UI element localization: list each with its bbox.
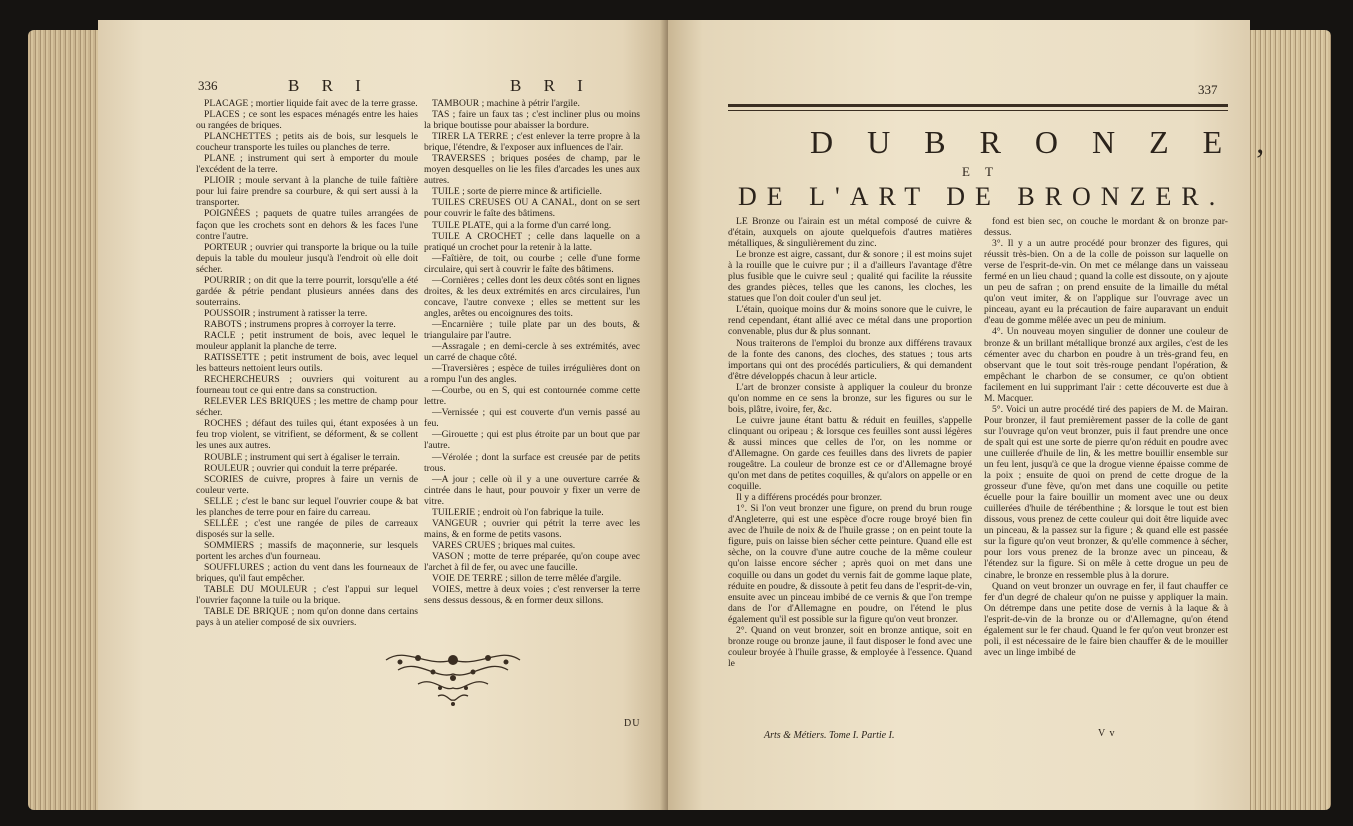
glossary-entry: SOUFFLURES ; action du vent dans les fourneaux de briques, qu'il faut empêcher. <box>196 561 418 585</box>
article-subtitle: DE L'ART DE BRONZER. <box>738 182 1226 211</box>
glossary-entry: TIRER LA TERRE ; c'est enlever la terre propre à la brique, l'étendre, & l'exposer aux influences de l'air. <box>424 131 640 154</box>
glossary-entry: PLANE ; instrument qui sert à emporter du moule l'excédent de la terre. <box>196 153 418 176</box>
glossary-column-2 <box>424 98 640 606</box>
glossary-entry: SCORIES de cuivre, propres à faire un vernis de couleur verte. <box>196 473 418 496</box>
glossary-entry: ROCHES ; défaut des tuiles qui, étant exposées à un feu trop violent, se vitrifient, se déforment, & se collent les unes aux autres. <box>196 418 418 452</box>
glossary-entry: PLANCHETTES ; petits ais de bois, sur lesquels le coucheur transporte les tuiles ou planches de terre. <box>196 131 418 154</box>
footer-volume: Arts & Métiers. Tome I. Partie I. <box>764 730 895 741</box>
article-paragraph: 1°. Si l'on veut bronzer une figure, on prend du brun rouge d'Angleterre, qui est une espèce d'ocre rouge broyé bien fin avec de l'huile de noix & de l'huile grasse ; on en peint toute la figure, puis on laisse bien sécher cette peinture. Quand elle est sèche, on la couvre d'une autre couche de la même couleur qu'on laisse encore sécher ; après quoi on met dans une coquille ou dans un godet du vernis fait de gomme laque plate, réduite en poudre, & dissoute à petit feu dans de l'esprit-de-vin, ensuite avec un pinceau imbibé de ce vernis & que l'on trempe dans de l'or d'Allemagne en poudre, on l'étend le plus également qu'il est possible sur la figure qu'on veut bronzer. <box>728 503 972 625</box>
glossary-entry: —Faîtière, de toit, ou courbe ; celle d'une forme circulaire, qui sert à couvrir le faîte des bâtimens. <box>424 252 640 275</box>
left-page <box>98 20 668 810</box>
glossary-entry: RACLE ; petit instrument de bois, avec lequel le mouleur applanit la planche de terre. <box>196 329 418 353</box>
article-paragraph: 4°. Un nouveau moyen singulier de donner une couleur de bronze & un brillant métallique bronzé aux argiles, c'est de les cémenter avec du charbon en poudre à un très-grand feu, en observant que le tout soit très-rouge pendant l'opération, & empêchant le charbon de se consumer, ce qu'on obtient facilement en lui supprimant l'air : cette découverte est due à M. Macquer. <box>984 326 1228 404</box>
catchword: DU <box>624 718 641 729</box>
article-paragraph: 2°. Quand on veut bronzer, soit en bronze antique, soit en bronze rouge ou bronze jaune, il faut disposer le fond avec une couleur broyée à l'huile grasse, & employée à l'essence. Quand le <box>728 624 972 669</box>
glossary-entry: SELLÉE ; c'est une rangée de piles de carreaux disposés sur la selle. <box>196 517 418 540</box>
glossary-column-1 <box>196 98 418 628</box>
running-head: B R I <box>288 76 370 95</box>
glossary-entry: —Vérolée ; dont la surface est creusée par de petits trous. <box>424 451 640 474</box>
glossary-entry: —Vernissée ; qui est couverte d'un vernis passé au feu. <box>424 407 640 430</box>
glossary-entry: RECHERCHEURS ; ouvriers qui voiturent au fourneau tout ce qui entre dans sa construction. <box>196 374 418 397</box>
glossary-entry: TUILERIE ; endroit où l'on fabrique la tuile. <box>432 506 604 518</box>
article-paragraph: fond est bien sec, on couche le mordant & on bronze par-dessus. <box>984 216 1228 239</box>
glossary-entry: VOIE DE TERRE ; sillon de terre mêlée d'argile. <box>432 573 622 585</box>
heading-rule-thin <box>728 110 1228 111</box>
glossary-entry: VOIES, mettre à deux voies ; c'est renverser la terre sens dessus dessous, & en former deux sillons. <box>424 584 640 607</box>
article-title: D U B R O N Z E , <box>810 124 1278 160</box>
glossary-entry: —Assragale ; en demi-cercle à ses extrémités, avec un carré de chaque côté. <box>424 341 640 364</box>
article-column-1 <box>728 216 972 669</box>
glossary-entry: TUILE A CROCHET ; celle dans laquelle on a pratiqué un crochet pour la retenir à la latte. <box>424 230 640 253</box>
article-paragraph: L'art de bronzer consiste à appliquer la couleur du bronze qu'on nomme en ce sens la bronze, sur les figures ou sur le bois, plâtre, ivoire, fer, &c. <box>728 381 972 415</box>
glossary-entry: TUILE ; sorte de pierre mince & artificielle. <box>432 186 602 198</box>
glossary-entry: POIGNÉES ; paquets de quatre tuiles arrangées de façon que les crochets sont en dehors & les faces l'une contre l'autre. <box>196 208 418 242</box>
glossary-entry: —A jour ; celle où il y a une ouverture carrée & cintrée dans le haut, pour pouvoir y fixer un verre de vitre. <box>424 473 640 507</box>
glossary-entry: VANGEUR ; ouvrier qui pétrit la terre avec les mains, & en forme de petits vasons. <box>424 517 640 540</box>
article-title-connector: E T <box>962 164 999 179</box>
glossary-entry: SOMMIERS ; massifs de maçonnerie, sur lesquels portent les arches d'un fourneau. <box>196 539 418 562</box>
page-number: 336 <box>198 78 218 93</box>
glossary-entry: TAMBOUR ; machine à pétrir l'argile. <box>432 98 580 109</box>
glossary-entry: PLIOIR ; moule servant à la planche de tuile faîtière pour lui faire prendre sa courbure, & qui sert aussi à la transporter. <box>196 175 418 209</box>
open-book <box>28 12 1331 818</box>
article-paragraph: LE Bronze ou l'airain est un métal composé de cuivre & d'étain, auxquels on ajoute quelquefois d'autres matières métalliques, & singulièrement du zinc. <box>728 216 972 250</box>
glossary-entry: TRAVERSES ; briques posées de champ, par le moyen desquelles on lie les files d'arcades les unes aux autres. <box>424 153 640 187</box>
article-paragraph: Nous traiterons de l'emploi du bronze aux différens travaux de la fonte des canons, des cloches, des statues ; tous arts importans qui ont des procédés particuliers, & qui demandent d'être développés chacun à leur article. <box>728 337 972 382</box>
glossary-entry: —Cornières ; celles dont les deux côtés sont en lignes droites, & les deux extrémités en arcs circulaires, l'un concave, l'autre convexe ; elles se mettent sur les angles, arêtes ou encoignures des toits. <box>424 274 640 319</box>
glossary-entry: ROULEUR ; ouvrier qui conduit la terre préparée. <box>204 462 398 474</box>
article-column-2 <box>984 216 1228 658</box>
article-paragraph: L'étain, quoique moins dur & moins sonore que le cuivre, le rend cependant, étant allié avec ce métal dans une proportion convenable, plus dur & plus sonnant. <box>728 304 972 338</box>
glossary-entry: PLACES ; ce sont les espaces ménagés entre les haies ou rangées de briques. <box>196 109 418 132</box>
article-paragraph: Quand on veut bronzer un ouvrage en fer, il faut chauffer ce fer d'un degré de chaleur qu'on ne puisse y appliquer la main. On détrempe dans une petite dose de vernis à la laque & à l'esprit-de-vin de la bronze ou or d'Allemagne, qu'on étend également sur le fer chaud. Quand le fer qu'on veut bronzer est poli, il est nécessaire de le faire bien chauffer & de le mouiller avec un linge imbibé de <box>984 580 1228 658</box>
right-page <box>668 20 1278 810</box>
running-head: B R I <box>510 76 592 95</box>
glossary-entry: TUILES CREUSES OU A CANAL, dont on se sert pour couvrir le faîte des bâtimens. <box>424 197 640 220</box>
glossary-entry: RELEVER LES BRIQUES ; les mettre de champ pour sécher. <box>196 396 418 419</box>
glossary-entry: TABLE DE BRIQUE ; nom qu'on donne dans certains pays à un atelier composé de six ouvriers. <box>196 606 418 629</box>
article-paragraph: Il y a différens procédés pour bronzer. <box>736 492 883 504</box>
glossary-entry: SELLE ; c'est le banc sur lequel l'ouvrier coupe & bat les planches de terre pour en faire du carreau. <box>196 495 418 518</box>
article-paragraph: Le cuivre jaune étant battu & réduit en feuilles, s'appelle clinquant ou oripeau ; & lorsque ces feuilles sont aussi légères & aussi minces que celles de l'or, on les nomme or d'Allemagne. On garde ces feuilles dans des livrets de papier rougeâtre. La couleur de bronze est ce or d'Allemagne broyé qu'on met dans de petites coquilles, & qu'alors on appelle or en coquille. <box>728 414 972 493</box>
page-number: 337 <box>1198 82 1218 97</box>
glossary-entry: TAS ; faire un faux tas ; c'est incliner plus ou moins la brique boutisse pour abaisser la bordure. <box>424 109 640 132</box>
article-paragraph: 5°. Voici un autre procédé tiré des papiers de M. de Mairan. Pour bronzer, il faut premièrement passer de la colle de gant sur l'ouvrage qu'on veut bronzer, puis il faut prendre une once de spalt qui est une sorte de pierre qu'on réduit en poudre avec une cuillerée d'huile de lin, & les mettre bouillir ensemble sur un feu lent, jusqu'à ce que la drogue vienne épaisse comme de la poix ; ensuite de quoi on prend de cette drogue de la grosseur d'une fève, qu'on met dans une coquille ou petite écuelle pour la faire bouillir un moment avec une ou deux cuillerées d'huile de térébenthine ; & lorsque le tout est bien dissous, vous prenez de cette couleur qui doit être liquide avec un pinceau, & la passez sur la figure ; & quand elle est passée sur la figure qu'on veut bronzer, & qu'elle commence à sécher, pour lors vous prenez de la bronze avec un pinceau, & l'étendez sur la figure. Si on mêle à cette drogue un peu de cinabre, le bronze en ressemble plus à la dorure. <box>984 403 1228 581</box>
glossary-entry: POURRIR ; on dit que la terre pourrit, lorsqu'elle a été gardée & pétrie pendant plusieurs années dans des souterrains. <box>196 274 418 308</box>
glossary-entry: TABLE DU MOULEUR ; c'est l'appui sur lequel l'ouvrier façonne la tuile ou la brique. <box>196 584 418 607</box>
article-paragraph: 3°. Il y a un autre procédé pour bronzer des figures, qui réussit très-bien. On a de la colle de poisson sur laquelle on verse de l'esprit-de-vin. On met ce mélange dans un vaisseau fermé en un lieu chaud ; quand la colle est dissoute, on y ajoute un peu de safran ; on prend ensuite de la limaille du métal qu'on veut imiter, & on l'applique sur l'ouvrage avec un pinceau, ayant eu la précaution de faire auparavant un enduit d'eau de gomme mêlée avec un peu de minium. <box>984 238 1228 327</box>
heading-rule <box>728 104 1228 107</box>
signature-mark: V v <box>1098 728 1116 739</box>
glossary-entry: RABOTS ; instrumens propres à corroyer la terre. <box>204 318 396 330</box>
glossary-entry: PORTEUR ; ouvrier qui transporte la brique ou la tuile depuis la table du mouleur jusqu'à l'endroit où elle doit sécher. <box>196 241 418 275</box>
glossary-entry: TUILE PLATE, qui a la forme d'un carré long. <box>432 219 612 231</box>
glossary-entry: PLACAGE ; mortier liquide fait avec de la terre grasse. <box>204 98 418 109</box>
article-paragraph: Le bronze est aigre, cassant, dur & sonore ; il est moins sujet à la rouille que le cuivre pur ; il a d'ailleurs l'avantage d'être plus fusible que le cuivre seul ; qualité qui facilite la réussite des grandes pièces, telles que les canons, les cloches, les statues que l'on doit couler d'un seul jet. <box>728 249 972 305</box>
glossary-entry: VASON ; motte de terre préparée, qu'on coupe avec l'archet à fil de fer, ou avec une faucille. <box>424 550 640 573</box>
glossary-entry: POUSSOIR ; instrument à ratisser la terre. <box>204 307 368 319</box>
glossary-entry: RATISSETTE ; petit instrument de bois, avec lequel les batteurs nettoient leurs outils. <box>196 352 418 375</box>
glossary-entry: —Courbe, ou en S, qui est contournée comme cette lettre. <box>424 385 640 408</box>
glossary-entry: VARES CRUES ; briques mal cuites. <box>432 539 576 551</box>
glossary-entry: —Encarnière ; tuile plate par un des bouts, & triangulaire par l'autre. <box>424 318 640 341</box>
cul-de-lampe-ornament <box>378 638 528 710</box>
glossary-entry: —Traversières ; espèce de tuiles irrégulières dont on a rompu l'un des angles. <box>424 363 640 386</box>
glossary-entry: —Girouette ; qui est plus étroite par un bout que par l'autre. <box>424 429 640 452</box>
glossary-entry: ROUBLE ; instrument qui sert à égaliser le terrain. <box>204 451 400 463</box>
